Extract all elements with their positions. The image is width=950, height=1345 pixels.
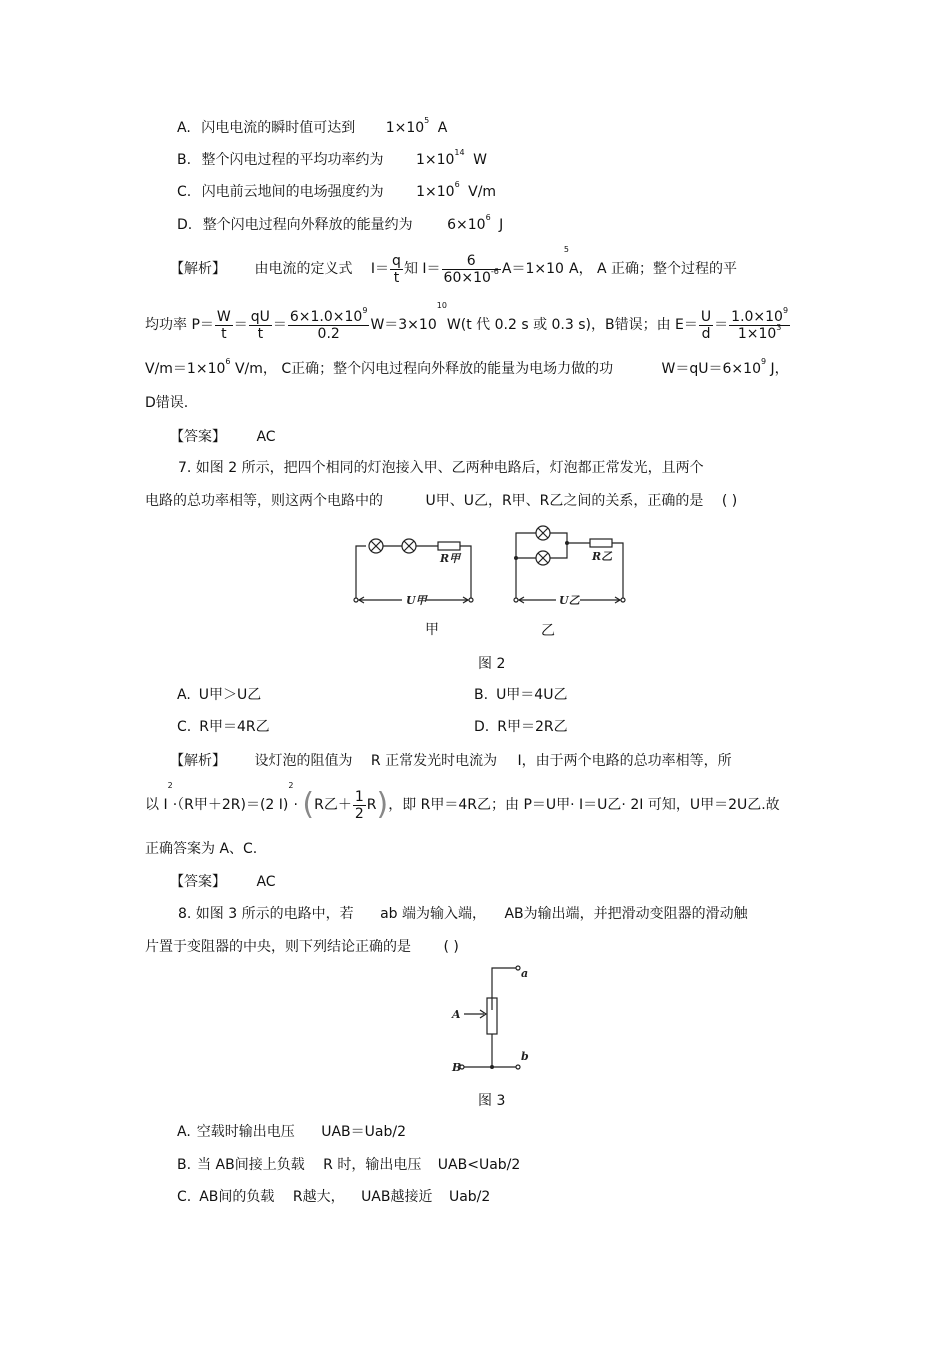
q8-option-a xyxy=(177,1123,406,1141)
exponent: 10 xyxy=(436,301,447,310)
numerator-exponent: 9 xyxy=(782,305,789,315)
right-paren: ) xyxy=(376,787,389,822)
option-label: A. xyxy=(177,120,191,136)
analysis-text: R 正常发光时电流为 xyxy=(370,753,498,769)
analysis-text: R乙＋ xyxy=(314,797,352,813)
option-text: 整个闪电过程的平均功率约为 xyxy=(201,152,384,168)
q7-option-a xyxy=(177,686,261,704)
figure-2-caption: 图 2 xyxy=(478,656,506,672)
analysis-text: 由电流的定义式 xyxy=(254,261,353,277)
analysis-text: V/m＝1×10 xyxy=(145,361,226,377)
option-value: 1×10 xyxy=(385,120,425,136)
option-label: B. xyxy=(177,1157,192,1173)
numerator-base: 6×1.0×10 xyxy=(289,308,363,325)
option-exponent: 6 xyxy=(454,180,460,189)
analysis-text: ·（R甲＋2R)＝(2 I) xyxy=(172,797,289,813)
numerator: 6 xyxy=(442,253,501,270)
option-text: R甲＝4R乙 xyxy=(199,719,270,735)
terminal-label-B: B xyxy=(452,1061,462,1074)
q6-analysis-line-3 xyxy=(145,357,789,378)
stem-text: U甲、U乙，R甲、R乙之间的关系，正确的是 xyxy=(425,493,704,509)
numerator xyxy=(288,305,370,326)
option-unit: J xyxy=(499,217,504,233)
analysis-text: V/m， C正确；整个闪电过程向外释放的能量为电场力做的功 xyxy=(234,361,614,377)
q6-analysis-line-1 xyxy=(170,245,738,290)
exponent: 6 xyxy=(225,357,231,366)
q7-analysis-line-3: 正确答案为 A、C. xyxy=(145,841,258,857)
analysis-text: W(t 代 0.2 s 或 0.3 s)，B错误；由 E＝ xyxy=(446,317,698,333)
option-label: A. xyxy=(177,1124,191,1140)
option-label: C. xyxy=(177,1189,192,1205)
analysis-text: 知 I＝ xyxy=(403,261,441,277)
denominator xyxy=(729,322,790,342)
analysis-text: 以 I xyxy=(145,797,168,813)
option-exponent: 5 xyxy=(424,116,430,125)
option-text: 空载时输出电压 xyxy=(196,1124,295,1140)
option-formula: Uab/2 xyxy=(448,1189,491,1205)
analysis-text: I＝ xyxy=(370,261,390,277)
terminal-label-A: A xyxy=(452,1008,461,1021)
fraction-half xyxy=(353,789,366,822)
analysis-text: W＝3×10 xyxy=(370,317,437,333)
option-text: 闪电前云地间的电场强度约为 xyxy=(201,184,384,200)
stem-text: 8. 如图 3 所示的电路中，若 xyxy=(178,906,354,922)
exponent: 2 xyxy=(167,781,173,790)
denominator: d xyxy=(701,325,711,342)
option-label: D. xyxy=(474,719,490,735)
option-label: C. xyxy=(177,184,192,200)
q8-stem-line-1 xyxy=(178,905,748,923)
fraction-q-over-t xyxy=(390,253,403,286)
answer-blank: ( ) xyxy=(443,939,459,955)
option-label: B. xyxy=(474,687,489,703)
analysis-tag: 【解析】 xyxy=(170,261,226,277)
numerator: 1 xyxy=(354,788,364,805)
equals: ＝ xyxy=(714,317,729,333)
denominator-base: 60×10 xyxy=(443,269,491,286)
option-text: 当 AB间接上负载 xyxy=(197,1157,305,1173)
analysis-text: W＝qU＝6×10 xyxy=(661,361,761,377)
option-text: 整个闪电过程向外释放的能量约为 xyxy=(202,217,413,233)
denominator: t xyxy=(221,325,227,342)
voltage-label-yi: U乙 xyxy=(559,594,580,607)
option-unit: V/m xyxy=(468,184,497,200)
denominator-exponent: 3 xyxy=(776,322,782,332)
analysis-text: 设灯泡的阻值为 xyxy=(254,753,353,769)
q8-stem-line-2 xyxy=(145,938,459,956)
analysis-text: · xyxy=(293,797,298,813)
option-label: B. xyxy=(177,152,192,168)
stem-text: 片置于变阻器的中央，则下列结论正确的是 xyxy=(145,939,411,955)
stem-text: AB为输出端，并把滑动变阻器的滑动触 xyxy=(504,906,748,922)
option-text: R越大， xyxy=(292,1189,345,1205)
equals: ＝ xyxy=(272,317,287,333)
stem-text: 电路的总功率相等，则这两个电路中的 xyxy=(145,493,383,509)
option-label: A. xyxy=(177,687,191,703)
fraction-current xyxy=(442,253,501,286)
figure-2-label-jia: 甲 xyxy=(425,622,439,638)
terminal-label-b: b xyxy=(521,1050,529,1063)
numerator: U xyxy=(700,308,712,325)
equals: ＝ xyxy=(233,317,248,333)
left-paren: ( xyxy=(302,787,315,822)
denominator xyxy=(442,266,501,286)
analysis-text: J， xyxy=(770,361,789,377)
analysis-text: 均功率 P＝ xyxy=(145,317,214,333)
analysis-text: A， A 正确；整个过程的平 xyxy=(569,261,738,277)
analysis-tag: 【解析】 xyxy=(170,753,226,769)
q8-option-b xyxy=(177,1156,520,1174)
q7-stem-line-2 xyxy=(145,492,737,510)
fraction-power xyxy=(288,305,370,342)
analysis-text: R xyxy=(366,797,377,813)
stem-text: ab 端为输入端， xyxy=(380,906,486,922)
voltage-label-jia: U甲 xyxy=(406,594,427,607)
fraction-field xyxy=(729,305,790,342)
figure-3-rheostat xyxy=(440,960,550,1080)
figure-2-label-yi: 乙 xyxy=(541,623,555,639)
option-text: U甲＞U乙 xyxy=(198,687,262,703)
q7-answer xyxy=(170,873,276,891)
fraction-w-over-t xyxy=(215,309,233,342)
analysis-text: A＝1×10 xyxy=(501,261,564,277)
resistor-yi xyxy=(590,539,612,547)
analysis-text: ，即 R甲＝4R乙；由 P＝U甲· I＝U乙· 2I 可知，U甲＝2U乙.故 xyxy=(388,797,780,813)
denominator: t xyxy=(393,269,400,286)
figure-3-caption: 图 3 xyxy=(478,1093,506,1109)
fraction-u-over-d xyxy=(699,309,713,342)
q7-analysis-line-1 xyxy=(170,752,732,770)
option-text: R甲＝2R乙 xyxy=(497,719,568,735)
option-label: D. xyxy=(177,217,193,233)
option-formula: UAB越接近 xyxy=(361,1189,433,1205)
numerator: W xyxy=(216,308,231,325)
denominator: 0.2 xyxy=(317,325,340,342)
q6-option-c xyxy=(177,180,497,201)
q6-analysis-line-4: D错误. xyxy=(145,395,189,411)
q6-answer xyxy=(170,428,276,446)
option-formula: UAB<Uab/2 xyxy=(437,1157,521,1173)
exponent: 9 xyxy=(760,357,767,366)
q6-option-a xyxy=(177,116,448,137)
q7-option-b xyxy=(474,686,567,704)
answer-tag: 【答案】 xyxy=(170,874,226,890)
resistor-jia xyxy=(438,542,460,550)
option-text: U甲＝4U乙 xyxy=(496,687,568,703)
q6-option-d xyxy=(177,213,504,234)
option-exponent: 6 xyxy=(485,213,491,222)
q7-option-d xyxy=(474,718,568,736)
option-unit: W xyxy=(473,152,487,168)
resistor-label-jia: R甲 xyxy=(440,552,461,565)
q7-option-c xyxy=(177,718,270,736)
option-text: AB间的负载 xyxy=(199,1189,275,1205)
circuit-yi xyxy=(514,526,625,603)
numerator: q xyxy=(392,252,401,269)
q7-stem-line-1: 7. 如图 2 所示，把四个相同的灯泡接入甲、乙两种电路后，灯泡都正常发光，且两个 xyxy=(178,460,704,476)
answer-value: AC xyxy=(256,429,276,445)
option-label: C. xyxy=(177,719,192,735)
q7-analysis-line-2 xyxy=(145,781,780,826)
numerator-exponent: 9 xyxy=(362,305,368,315)
analysis-text: I，由于两个电路的总功率相等，所 xyxy=(517,753,732,769)
q6-option-b xyxy=(177,148,487,169)
numerator-base: 1.0×10 xyxy=(731,308,783,325)
figure-2-circuits xyxy=(340,520,640,615)
terminal-label-a: a xyxy=(521,967,529,980)
option-text: R 时，输出电压 xyxy=(323,1157,422,1173)
resistor-label-yi: R乙 xyxy=(592,550,613,563)
option-exponent: 14 xyxy=(454,148,465,157)
q6-analysis-line-2 xyxy=(145,301,791,346)
fraction-qu-over-t xyxy=(249,309,272,342)
denominator: t xyxy=(257,325,264,342)
option-formula: UAB＝Uab/2 xyxy=(321,1124,406,1140)
option-value: 1×10 xyxy=(416,184,455,200)
denominator-exponent: -6 xyxy=(490,266,499,276)
answer-value: AC xyxy=(256,874,276,890)
exponent: 2 xyxy=(288,781,294,790)
answer-blank: ( ) xyxy=(721,493,738,509)
denominator: 2 xyxy=(354,805,364,822)
option-value: 1×10 xyxy=(415,152,455,168)
denominator-base: 1×10 xyxy=(737,325,777,342)
numerator: qU xyxy=(250,308,270,325)
option-unit: A xyxy=(437,120,448,136)
answer-tag: 【答案】 xyxy=(170,429,226,445)
option-value: 6×10 xyxy=(447,217,486,233)
option-text: 闪电电流的瞬时值可达到 xyxy=(201,120,356,136)
q8-option-c xyxy=(177,1188,490,1206)
exponent: 5 xyxy=(563,245,569,254)
